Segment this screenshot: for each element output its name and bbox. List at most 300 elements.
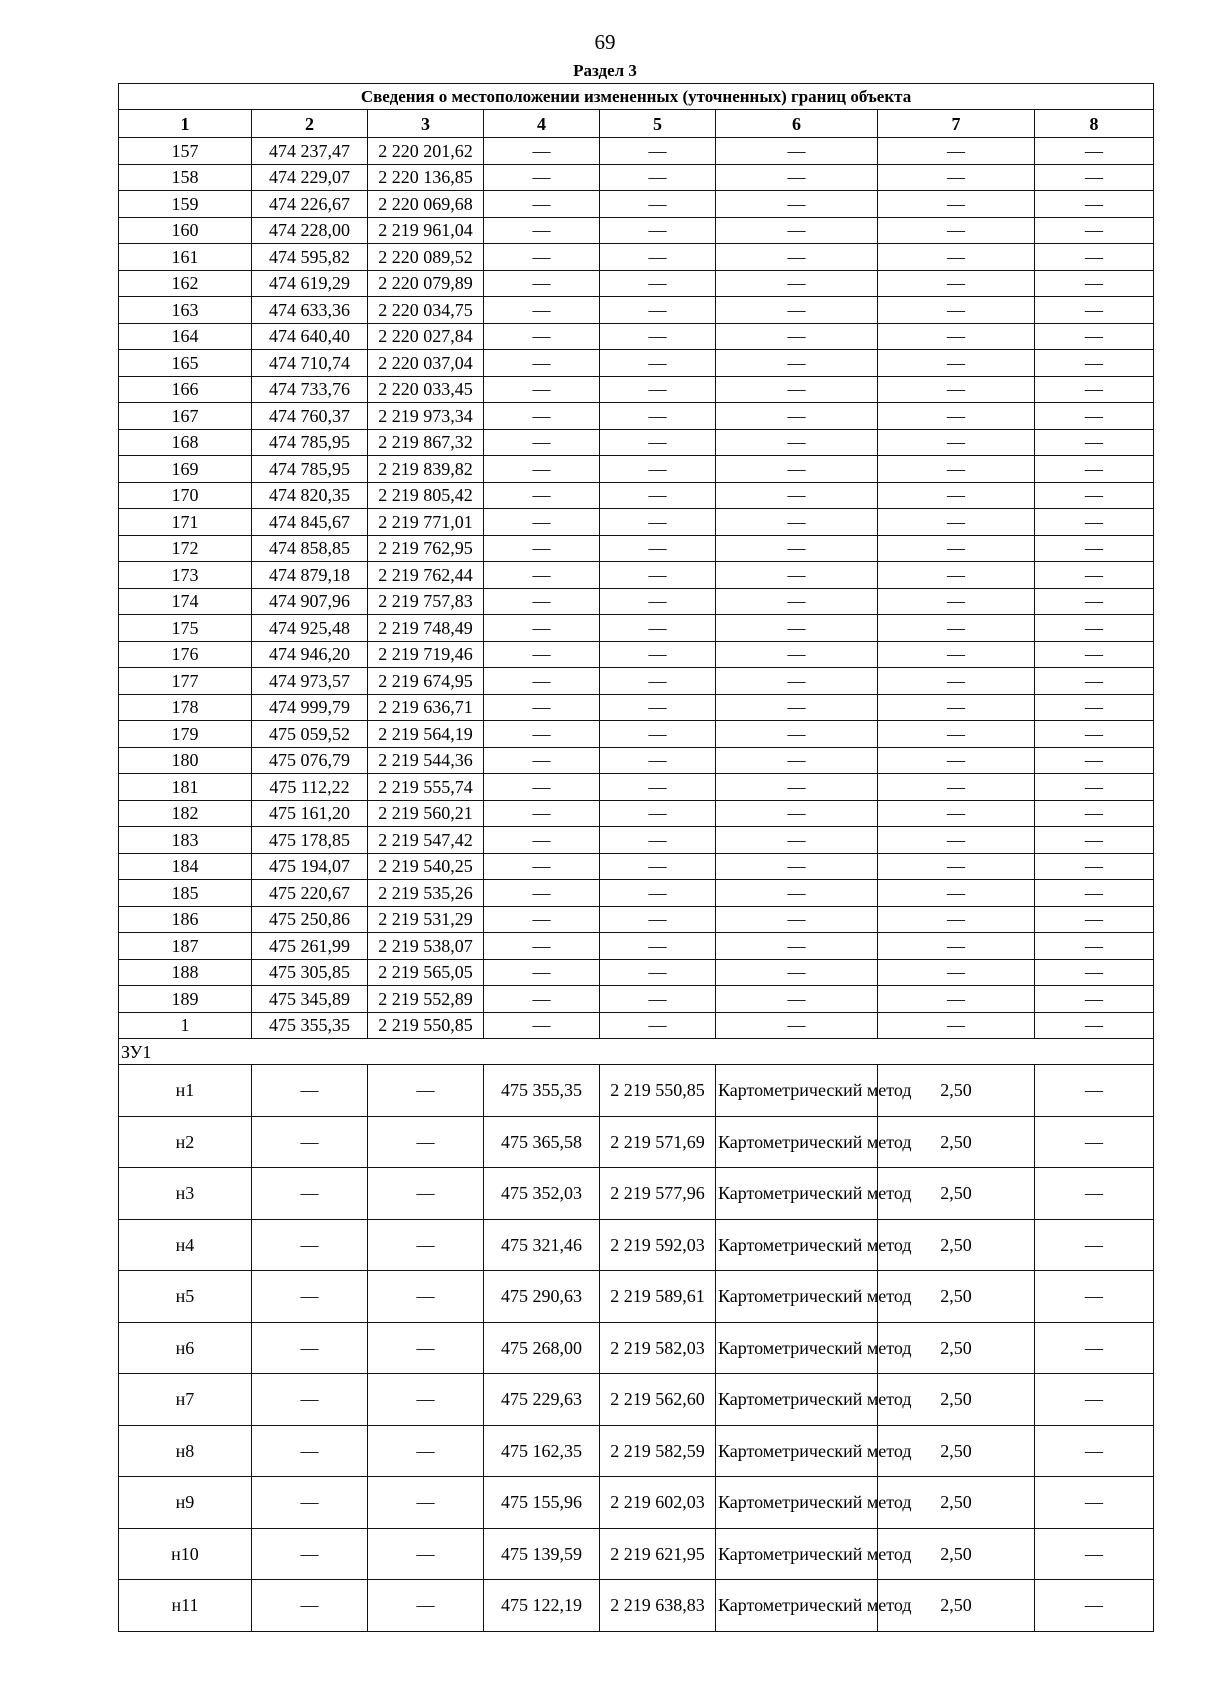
table-cell: — xyxy=(878,376,1035,403)
table-cell: 2 219 674,95 xyxy=(368,668,484,695)
table-cell: 2 219 961,04 xyxy=(368,217,484,244)
table-cell: 474 710,74 xyxy=(252,350,368,377)
table-cell: — xyxy=(600,429,716,456)
table-cell: — xyxy=(1035,880,1154,907)
table-cell: — xyxy=(1035,429,1154,456)
table-cell: — xyxy=(600,800,716,827)
table-cell: 2 219 719,46 xyxy=(368,641,484,668)
table-cell: — xyxy=(878,827,1035,854)
table-cell: 475 268,00 xyxy=(484,1322,600,1374)
table-cell: 474 820,35 xyxy=(252,482,368,509)
table-cell: — xyxy=(716,350,878,377)
table-cell: — xyxy=(600,880,716,907)
table-cell: 475 305,85 xyxy=(252,959,368,986)
table-cell: — xyxy=(484,1012,600,1039)
table-row xyxy=(119,880,1154,907)
table-cell: — xyxy=(484,615,600,642)
table-row xyxy=(119,1528,1154,1580)
table-cell: — xyxy=(716,747,878,774)
table-cell: 2 220 201,62 xyxy=(368,138,484,165)
table-cell: 2,50 xyxy=(878,1116,1035,1168)
table-cell: 2 219 839,82 xyxy=(368,456,484,483)
table-cell: — xyxy=(878,668,1035,695)
table-cell: — xyxy=(716,641,878,668)
table-cell: — xyxy=(368,1528,484,1580)
table-cell: н5 xyxy=(119,1271,252,1323)
column-number: 4 xyxy=(484,110,600,138)
table-cell: — xyxy=(600,138,716,165)
table-cell: — xyxy=(600,482,716,509)
table-row xyxy=(119,1271,1154,1323)
table-cell: — xyxy=(484,376,600,403)
table-cell: 177 xyxy=(119,668,252,695)
table-row xyxy=(119,774,1154,801)
table-cell: — xyxy=(368,1374,484,1426)
table-cell: — xyxy=(878,509,1035,536)
table-cell: 2 219 555,74 xyxy=(368,774,484,801)
table-cell: — xyxy=(1035,800,1154,827)
table-cell: — xyxy=(368,1116,484,1168)
table-cell: 475 162,35 xyxy=(484,1425,600,1477)
table-row xyxy=(119,721,1154,748)
table-row xyxy=(119,1116,1154,1168)
table-cell: 474 845,67 xyxy=(252,509,368,536)
table-cell: — xyxy=(1035,1065,1154,1117)
table-cell: — xyxy=(600,562,716,589)
table-cell: — xyxy=(484,641,600,668)
table-row xyxy=(119,1219,1154,1271)
table-cell: — xyxy=(1035,270,1154,297)
table-cell: — xyxy=(1035,933,1154,960)
table-cell: 2,50 xyxy=(878,1168,1035,1220)
table-row xyxy=(119,615,1154,642)
table-cell: — xyxy=(484,217,600,244)
table-cell: 2 219 562,60 xyxy=(600,1374,716,1426)
table-cell: Картометрический метод xyxy=(716,1322,878,1374)
table-body xyxy=(119,84,1154,1632)
table-cell: — xyxy=(600,694,716,721)
table-cell: Картометрический метод xyxy=(716,1065,878,1117)
table-cell: 2 219 565,05 xyxy=(368,959,484,986)
table-cell: — xyxy=(484,562,600,589)
table-cell: — xyxy=(484,403,600,430)
table-cell: 474 785,95 xyxy=(252,429,368,456)
table-cell: — xyxy=(252,1219,368,1271)
table-cell: 185 xyxy=(119,880,252,907)
table-cell: — xyxy=(878,880,1035,907)
table-cell: н4 xyxy=(119,1219,252,1271)
table-cell: — xyxy=(1035,1477,1154,1529)
table-cell: н10 xyxy=(119,1528,252,1580)
column-number: 6 xyxy=(716,110,878,138)
table-cell: — xyxy=(716,588,878,615)
table-cell: 2 219 771,01 xyxy=(368,509,484,536)
table-cell: — xyxy=(878,615,1035,642)
table-cell: — xyxy=(600,164,716,191)
table-cell: 475 161,20 xyxy=(252,800,368,827)
table-cell: — xyxy=(716,668,878,695)
table-cell: — xyxy=(878,323,1035,350)
table-cell: Картометрический метод xyxy=(716,1219,878,1271)
column-number: 3 xyxy=(368,110,484,138)
table-cell: — xyxy=(600,641,716,668)
table-row xyxy=(119,482,1154,509)
table-cell: Картометрический метод xyxy=(716,1425,878,1477)
table-cell: — xyxy=(600,270,716,297)
table-cell: — xyxy=(1035,350,1154,377)
table-cell: — xyxy=(484,853,600,880)
table-cell: — xyxy=(716,986,878,1013)
table-cell: — xyxy=(484,270,600,297)
table-cell: н2 xyxy=(119,1116,252,1168)
table-cell: — xyxy=(878,1012,1035,1039)
table-row xyxy=(119,641,1154,668)
table-cell: — xyxy=(878,429,1035,456)
table-cell: — xyxy=(484,774,600,801)
table-cell: — xyxy=(878,350,1035,377)
table-row xyxy=(119,986,1154,1013)
table-row xyxy=(119,906,1154,933)
table-cell: 157 xyxy=(119,138,252,165)
table-cell: 2 219 805,42 xyxy=(368,482,484,509)
table-cell: — xyxy=(600,376,716,403)
table-cell: 184 xyxy=(119,853,252,880)
table-cell: — xyxy=(484,588,600,615)
table-cell: — xyxy=(716,853,878,880)
table-cell: — xyxy=(252,1168,368,1220)
table-cell: Картометрический метод xyxy=(716,1528,878,1580)
table-cell: 2 219 544,36 xyxy=(368,747,484,774)
table-caption: Сведения о местоположении измененных (уточненных) границ объекта xyxy=(119,84,1154,110)
table-cell: 183 xyxy=(119,827,252,854)
table-row xyxy=(119,853,1154,880)
table-cell: — xyxy=(878,588,1035,615)
table-cell: — xyxy=(1035,138,1154,165)
table-cell: 2,50 xyxy=(878,1477,1035,1529)
table-cell: — xyxy=(1035,827,1154,854)
table-cell: — xyxy=(600,853,716,880)
table-cell: — xyxy=(484,350,600,377)
table-cell: — xyxy=(484,323,600,350)
table-cell: 166 xyxy=(119,376,252,403)
table-cell: — xyxy=(1035,588,1154,615)
table-cell: — xyxy=(484,509,600,536)
section-title: Раздел 3 xyxy=(573,61,637,80)
table-cell: н1 xyxy=(119,1065,252,1117)
table-row xyxy=(119,429,1154,456)
table-row xyxy=(119,1425,1154,1477)
column-number: 1 xyxy=(119,110,252,138)
table-cell: — xyxy=(716,244,878,271)
table-cell: — xyxy=(716,694,878,721)
table-row xyxy=(119,191,1154,218)
table-cell: — xyxy=(484,482,600,509)
table-cell: 176 xyxy=(119,641,252,668)
table-cell: — xyxy=(1035,1528,1154,1580)
table-cell: 475 076,79 xyxy=(252,747,368,774)
table-cell: — xyxy=(878,933,1035,960)
table-cell: — xyxy=(1035,1168,1154,1220)
table-cell: 2 219 538,07 xyxy=(368,933,484,960)
table-cell: — xyxy=(484,694,600,721)
table-cell: — xyxy=(716,906,878,933)
table-cell: — xyxy=(716,933,878,960)
table-cell: — xyxy=(368,1065,484,1117)
table-row xyxy=(119,270,1154,297)
table-row xyxy=(119,933,1154,960)
table-cell: — xyxy=(1035,562,1154,589)
page-number: 69 xyxy=(594,30,616,54)
table-cell: 2 219 602,03 xyxy=(600,1477,716,1529)
table-cell: 474 226,67 xyxy=(252,191,368,218)
table-cell: — xyxy=(878,774,1035,801)
table-cell: 180 xyxy=(119,747,252,774)
table-cell: — xyxy=(1035,906,1154,933)
table-cell: 474 973,57 xyxy=(252,668,368,695)
table-cell: — xyxy=(484,721,600,748)
table-cell: 2 220 136,85 xyxy=(368,164,484,191)
table-cell: — xyxy=(878,853,1035,880)
table-cell: Картометрический метод xyxy=(716,1580,878,1632)
table-cell: — xyxy=(368,1168,484,1220)
table-cell: 2,50 xyxy=(878,1425,1035,1477)
table-cell: — xyxy=(878,641,1035,668)
table-cell: 2 219 552,89 xyxy=(368,986,484,1013)
table-cell: — xyxy=(484,668,600,695)
table-cell: 2 219 550,85 xyxy=(600,1065,716,1117)
boundary-table xyxy=(118,83,1154,1632)
table-row xyxy=(119,588,1154,615)
table-caption-row xyxy=(119,84,1154,110)
table-cell: 475 059,52 xyxy=(252,721,368,748)
table-cell: — xyxy=(600,217,716,244)
table-cell: — xyxy=(252,1374,368,1426)
table-row xyxy=(119,694,1154,721)
table-row xyxy=(119,376,1154,403)
table-cell: — xyxy=(600,244,716,271)
table-cell: — xyxy=(716,482,878,509)
table-cell: — xyxy=(484,800,600,827)
table-cell: — xyxy=(1035,1116,1154,1168)
table-cell: — xyxy=(878,482,1035,509)
table-cell: — xyxy=(1035,774,1154,801)
table-cell: — xyxy=(484,164,600,191)
table-cell: 2,50 xyxy=(878,1322,1035,1374)
table-cell: 178 xyxy=(119,694,252,721)
table-cell: 2 219 560,21 xyxy=(368,800,484,827)
column-number: 2 xyxy=(252,110,368,138)
table-cell: — xyxy=(252,1528,368,1580)
table-cell: — xyxy=(600,933,716,960)
table-row xyxy=(119,297,1154,324)
table-cell: — xyxy=(1035,403,1154,430)
table-cell: н8 xyxy=(119,1425,252,1477)
table-cell: — xyxy=(716,562,878,589)
table-cell: — xyxy=(600,509,716,536)
table-cell: 173 xyxy=(119,562,252,589)
table-cell: 475 194,07 xyxy=(252,853,368,880)
table-cell: 187 xyxy=(119,933,252,960)
table-cell: — xyxy=(1035,191,1154,218)
table-cell: 474 228,00 xyxy=(252,217,368,244)
table-cell: — xyxy=(878,270,1035,297)
table-cell: — xyxy=(1035,641,1154,668)
table-cell: — xyxy=(1035,694,1154,721)
table-cell: 2,50 xyxy=(878,1065,1035,1117)
table-cell: 2 220 027,84 xyxy=(368,323,484,350)
table-row xyxy=(119,509,1154,536)
table-cell: 475 220,67 xyxy=(252,880,368,907)
table-cell: — xyxy=(368,1477,484,1529)
table-cell: — xyxy=(600,1012,716,1039)
table-cell: 474 907,96 xyxy=(252,588,368,615)
table-cell: — xyxy=(716,509,878,536)
table-cell: — xyxy=(600,986,716,1013)
table-cell: — xyxy=(878,217,1035,244)
table-cell: 188 xyxy=(119,959,252,986)
table-cell: 475 155,96 xyxy=(484,1477,600,1529)
table-cell: — xyxy=(716,376,878,403)
table-cell: — xyxy=(484,191,600,218)
table-cell: Картометрический метод xyxy=(716,1168,878,1220)
table-cell: 2,50 xyxy=(878,1219,1035,1271)
table-cell: 174 xyxy=(119,588,252,615)
table-cell: 2 219 550,85 xyxy=(368,1012,484,1039)
table-cell: 475 229,63 xyxy=(484,1374,600,1426)
table-row xyxy=(119,217,1154,244)
table-cell: — xyxy=(368,1580,484,1632)
table-cell: — xyxy=(252,1477,368,1529)
table-cell: 179 xyxy=(119,721,252,748)
table-row xyxy=(119,323,1154,350)
table-cell: 2,50 xyxy=(878,1271,1035,1323)
table-cell: — xyxy=(1035,1271,1154,1323)
table-cell: 2,50 xyxy=(878,1580,1035,1632)
table-cell: 475 352,03 xyxy=(484,1168,600,1220)
table-cell: — xyxy=(716,323,878,350)
table-cell: — xyxy=(1035,615,1154,642)
table-cell: Картометрический метод xyxy=(716,1271,878,1323)
table-cell: — xyxy=(484,297,600,324)
table-cell: — xyxy=(1035,986,1154,1013)
table-cell: 474 237,47 xyxy=(252,138,368,165)
table-cell: 2 219 867,32 xyxy=(368,429,484,456)
table-cell: — xyxy=(600,350,716,377)
table-cell: — xyxy=(600,827,716,854)
table-cell: 2 219 762,95 xyxy=(368,535,484,562)
table-cell: 475 178,85 xyxy=(252,827,368,854)
table-cell: 160 xyxy=(119,217,252,244)
table-cell: — xyxy=(368,1425,484,1477)
table-cell: — xyxy=(1035,297,1154,324)
table-cell: — xyxy=(716,297,878,324)
table-cell: 168 xyxy=(119,429,252,456)
table-cell: 2,50 xyxy=(878,1374,1035,1426)
table-cell: 2 219 564,19 xyxy=(368,721,484,748)
table-row xyxy=(119,456,1154,483)
table-cell: — xyxy=(600,906,716,933)
table-cell: 181 xyxy=(119,774,252,801)
table-cell: — xyxy=(1035,164,1154,191)
table-cell: н9 xyxy=(119,1477,252,1529)
table-cell: н7 xyxy=(119,1374,252,1426)
table-cell: 475 112,22 xyxy=(252,774,368,801)
table-row xyxy=(119,403,1154,430)
table-cell: 167 xyxy=(119,403,252,430)
table-cell: — xyxy=(716,800,878,827)
table-cell: 475 290,63 xyxy=(484,1271,600,1323)
table-cell: 2 220 079,89 xyxy=(368,270,484,297)
table-cell: — xyxy=(252,1425,368,1477)
table-cell: — xyxy=(600,403,716,430)
table-cell: 165 xyxy=(119,350,252,377)
table-cell: — xyxy=(600,456,716,483)
table-cell: 474 879,18 xyxy=(252,562,368,589)
table-cell: — xyxy=(716,403,878,430)
table-row xyxy=(119,535,1154,562)
table-cell: 162 xyxy=(119,270,252,297)
table-cell: — xyxy=(716,217,878,244)
table-cell: — xyxy=(484,933,600,960)
column-number: 7 xyxy=(878,110,1035,138)
table-cell: 2 220 037,04 xyxy=(368,350,484,377)
column-number-row xyxy=(119,110,1154,138)
table-cell: — xyxy=(716,456,878,483)
table-cell: — xyxy=(878,906,1035,933)
table-cell: — xyxy=(1035,535,1154,562)
table-cell: 172 xyxy=(119,535,252,562)
table-cell: 474 619,29 xyxy=(252,270,368,297)
table-cell: — xyxy=(878,747,1035,774)
table-row xyxy=(119,800,1154,827)
table-cell: 474 760,37 xyxy=(252,403,368,430)
table-cell: 2 220 033,45 xyxy=(368,376,484,403)
table-cell: 475 261,99 xyxy=(252,933,368,960)
table-cell: н11 xyxy=(119,1580,252,1632)
table-cell: 171 xyxy=(119,509,252,536)
table-cell: 169 xyxy=(119,456,252,483)
table-cell: — xyxy=(600,721,716,748)
table-cell: — xyxy=(716,535,878,562)
table-cell: — xyxy=(1035,1425,1154,1477)
table-cell: — xyxy=(878,164,1035,191)
table-cell: — xyxy=(1035,668,1154,695)
table-cell: — xyxy=(716,774,878,801)
table-cell: — xyxy=(600,774,716,801)
table-cell: 175 xyxy=(119,615,252,642)
table-cell: — xyxy=(878,800,1035,827)
table-cell: 2 219 571,69 xyxy=(600,1116,716,1168)
table-cell: — xyxy=(1035,509,1154,536)
table-cell: 2 219 535,26 xyxy=(368,880,484,907)
table-row xyxy=(119,1374,1154,1426)
table-cell: 474 858,85 xyxy=(252,535,368,562)
table-row xyxy=(119,164,1154,191)
table-cell: — xyxy=(252,1271,368,1323)
table-cell: 164 xyxy=(119,323,252,350)
table-cell: — xyxy=(600,959,716,986)
table-cell: — xyxy=(878,456,1035,483)
table-cell: — xyxy=(600,297,716,324)
table-cell: — xyxy=(600,323,716,350)
table-cell: 2 219 582,03 xyxy=(600,1322,716,1374)
table-row xyxy=(119,350,1154,377)
table-cell: 475 250,86 xyxy=(252,906,368,933)
table-cell: 2 220 089,52 xyxy=(368,244,484,271)
table-cell: 1 xyxy=(119,1012,252,1039)
table-row xyxy=(119,1477,1154,1529)
table-cell: н6 xyxy=(119,1322,252,1374)
